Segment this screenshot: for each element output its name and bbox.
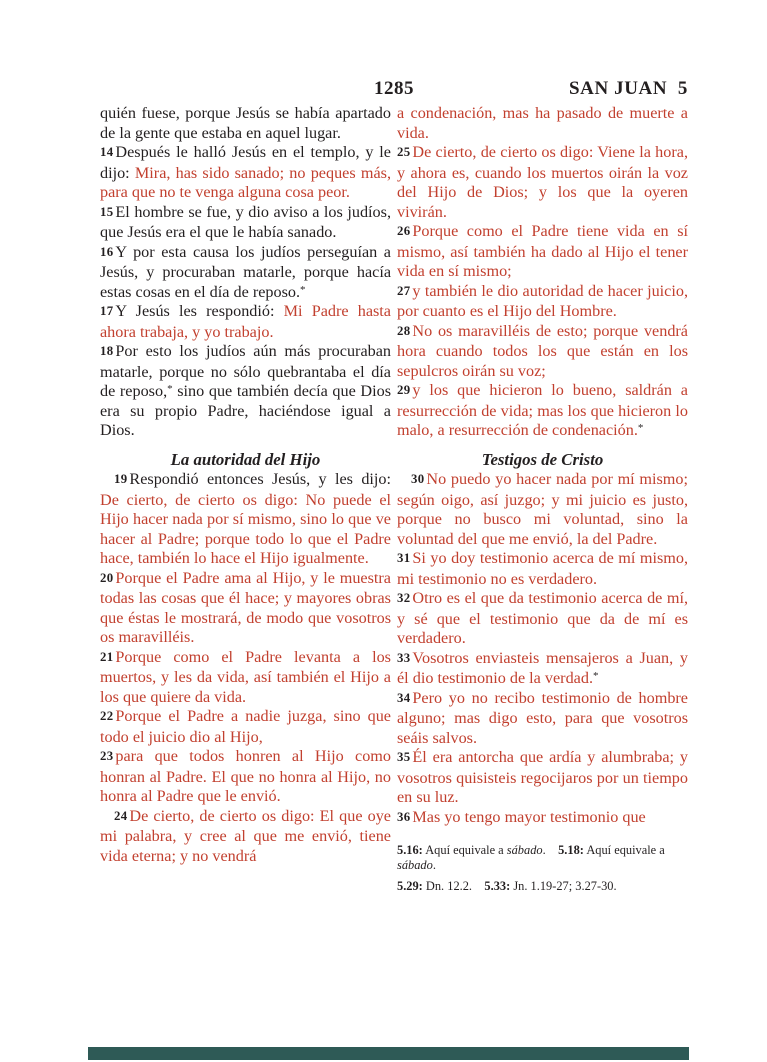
footnote-text: Jn. 1.19-27; 3.27-30. <box>510 879 617 893</box>
footnote-text: Aquí equivale a <box>422 843 507 857</box>
verse-20 <box>100 569 391 648</box>
footnote-asterisk: * <box>593 670 599 682</box>
page-header <box>100 78 688 102</box>
footnote-line <box>397 843 688 872</box>
verse-text: quién fuese, porque Jesús se había apartado de la gente que estaba en aquel lugar. <box>100 104 391 142</box>
verse-23 <box>100 747 391 807</box>
footnote-text: 5.16: <box>397 843 423 857</box>
verse-21 <box>100 648 391 708</box>
footer-accent-bar <box>88 1047 689 1060</box>
verse-text: Porque el Padre ama al Hijo, y le muestra todas las cosas que él hace; y mayores obras que éstas le mostrará, de modo que vosotros os maravilléis. <box>100 568 391 646</box>
verse-18 <box>100 342 391 441</box>
footnote-asterisk: * <box>637 422 644 434</box>
verse-29 <box>397 381 688 441</box>
verse-number: 22 <box>100 709 114 723</box>
verse-number: 30 <box>411 472 425 486</box>
verse-continuation <box>397 104 688 143</box>
verse-text: Si yo doy testimonio acerca de mí mismo, mi testimonio no es verdadero. <box>397 549 688 588</box>
verse-number: 36 <box>397 809 411 824</box>
section-heading: La autoridad del Hijo <box>170 449 321 469</box>
verse-number: 17 <box>100 304 114 318</box>
verse-number: 21 <box>100 649 114 664</box>
footnote-text: Dn. 12.2. <box>422 879 485 893</box>
verse-number: 18 <box>100 344 114 358</box>
left-column <box>100 104 391 866</box>
verse-32 <box>397 589 688 649</box>
right-column <box>397 104 688 901</box>
footnote-text: 5.18: <box>558 843 584 857</box>
verse-number: 32 <box>397 591 411 605</box>
verse-continuation <box>100 104 391 143</box>
verse-number: 20 <box>100 570 114 585</box>
verse-number: 26 <box>397 224 411 238</box>
verse-text: Y por esta causa los judíos perseguían a Jesús, y procuraban matarle, porque hacía estas cosas en el día de reposo. <box>100 242 391 301</box>
verse-number: 29 <box>397 383 411 397</box>
verse-text: El hombre se fue, y dio aviso a los judíos, que Jesús era el que le había sanado. <box>100 202 391 241</box>
verse-number: 19 <box>114 472 128 486</box>
verse-36 <box>397 808 688 829</box>
verse-text: Porque el Padre a nadie juzga, sino que todo el juicio dio al Hijo, <box>100 707 391 746</box>
verse-15 <box>100 203 391 243</box>
verse-number: 33 <box>397 650 411 665</box>
verse-number: 25 <box>397 145 411 159</box>
verse-22 <box>100 707 391 747</box>
verse-number: 14 <box>100 145 114 159</box>
verse-text: Respondió entonces Jesús, y les dijo: <box>129 470 391 488</box>
verse-number: 28 <box>397 323 411 338</box>
verse-35 <box>397 748 688 808</box>
verse-text: No os maravilléis de esto; porque vendrá hora cuando todos los que están en los sepulcros oirán su voz; <box>397 321 688 380</box>
footnote-text: 5.33: <box>484 879 511 893</box>
verse-number: 34 <box>397 690 411 705</box>
verse-text: Por esto los judíos aún más procuraban matarle, porque no sólo quebrantaba el día de reposo, <box>100 342 391 400</box>
footnotes <box>397 843 688 894</box>
verse-30 <box>397 470 688 549</box>
verse-number: 23 <box>100 749 114 763</box>
footnote-text: sábado <box>506 843 543 857</box>
verse-number: 31 <box>397 551 411 565</box>
footnote-text: Aquí equivale a <box>583 843 665 857</box>
verse-text: Después le halló Jesús en el templo, y le dijo: <box>100 143 391 182</box>
verse-19 <box>100 470 391 569</box>
verse-text: y también le dio autoridad de hacer juicio, por cuanto es el Hijo del Hombre. <box>397 281 688 320</box>
verse-text: Él era antorcha que ardía y alumbraba; y vosotros quisisteis regocijaros por un tiempo en su luz. <box>397 748 688 806</box>
verse-24 <box>100 807 391 867</box>
verse-text: a condenación, mas ha pasado de muerte a vida. <box>397 104 688 142</box>
verse-16 <box>100 243 391 303</box>
footnote-text: 5.29: <box>397 879 423 893</box>
verse-number: 24 <box>114 808 128 823</box>
verse-25 <box>397 143 688 222</box>
verse-text: Y Jesús les respondió: <box>115 302 284 320</box>
verse-number: 27 <box>397 283 411 298</box>
footnote-line <box>397 879 688 894</box>
section-heading: Testigos de Cristo <box>481 449 604 469</box>
footnote-asterisk: * <box>300 283 306 296</box>
verse-text: Porque como el Padre levanta a los muertos, y les da vida, así también el Hijo a los que quiere da vida. <box>100 647 391 706</box>
verse-text: Mas yo tengo mayor testimonio que <box>412 807 646 826</box>
verse-26 <box>397 222 688 282</box>
verse-text: Otro es el que da testimonio acerca de mí, y sé que el testimonio que da de mí es verdadero. <box>397 589 688 647</box>
verse-text: Mi Padre hasta ahora trabaja, y yo trabajo. <box>100 302 391 341</box>
verse-text: y los que hicieron lo bueno, saldrán a resurrección de vida; mas los que hicieron lo malo, a resurrección de condenación. <box>397 381 688 439</box>
verse-text: para que todos honren al Hijo como honran al Padre. El que no honra al Hijo, no honra al Padre que le envió. <box>100 747 391 805</box>
verse-text: Mira, has sido sanado; no peques más, para que no te venga alguna cosa peor. <box>100 163 391 201</box>
footnote-text: . <box>432 857 436 872</box>
verse-27 <box>397 282 688 322</box>
footnote-asterisk: * <box>167 383 173 395</box>
verse-33 <box>397 649 688 689</box>
verse-31 <box>397 549 688 589</box>
verse-text: De cierto, de cierto os digo: Viene la hora, y ahora es, cuando los muertos oirán la voz del Hijo de Dios; y los que la oyeren vivirán. <box>397 143 688 221</box>
verse-text: No puedo yo hacer nada por mí mismo; según oigo, así juzgo; y mi juicio es justo, porque no busco mi voluntad, sino la voluntad del que me envió, la del Padre. <box>397 470 688 548</box>
verse-text: Porque como el Padre tiene vida en sí mismo, así también ha dado al Hijo el tener vida en sí mismo; <box>397 222 688 280</box>
verse-34 <box>397 689 688 749</box>
page-number: 1285 <box>374 78 414 99</box>
verse-text: Vosotros enviasteis mensajeros a Juan, y él dio testimonio de la verdad. <box>397 648 688 687</box>
verse-text: sino que también decía que Dios era su propio Padre, haciéndose igual a Dios. <box>100 382 392 439</box>
verse-text: De cierto, de cierto os digo: No puede el Hijo hacer nada por sí mismo, sino lo que ve hacer al Padre; porque todo lo que el Padre hace, también lo hace el Hijo igualmente. <box>100 490 391 567</box>
verse-17 <box>100 302 391 342</box>
verse-text: Pero yo no recibo testimonio de hombre alguno; mas digo esto, para que vosotros seáis salvos. <box>397 688 688 747</box>
verse-number: 15 <box>100 204 114 219</box>
verse-number: 16 <box>100 244 114 259</box>
footnote-text: . <box>542 843 559 857</box>
verse-28 <box>397 322 688 382</box>
footnote-text: sábado <box>397 857 433 872</box>
book-chapter-header: SAN JUAN 5 <box>568 78 688 99</box>
verse-text: De cierto, de cierto os digo: El que oye mi palabra, y cree al que me envió, tiene vida eterna; y no vendrá <box>100 806 391 865</box>
verse-14 <box>100 143 391 203</box>
verse-number: 35 <box>397 750 411 764</box>
